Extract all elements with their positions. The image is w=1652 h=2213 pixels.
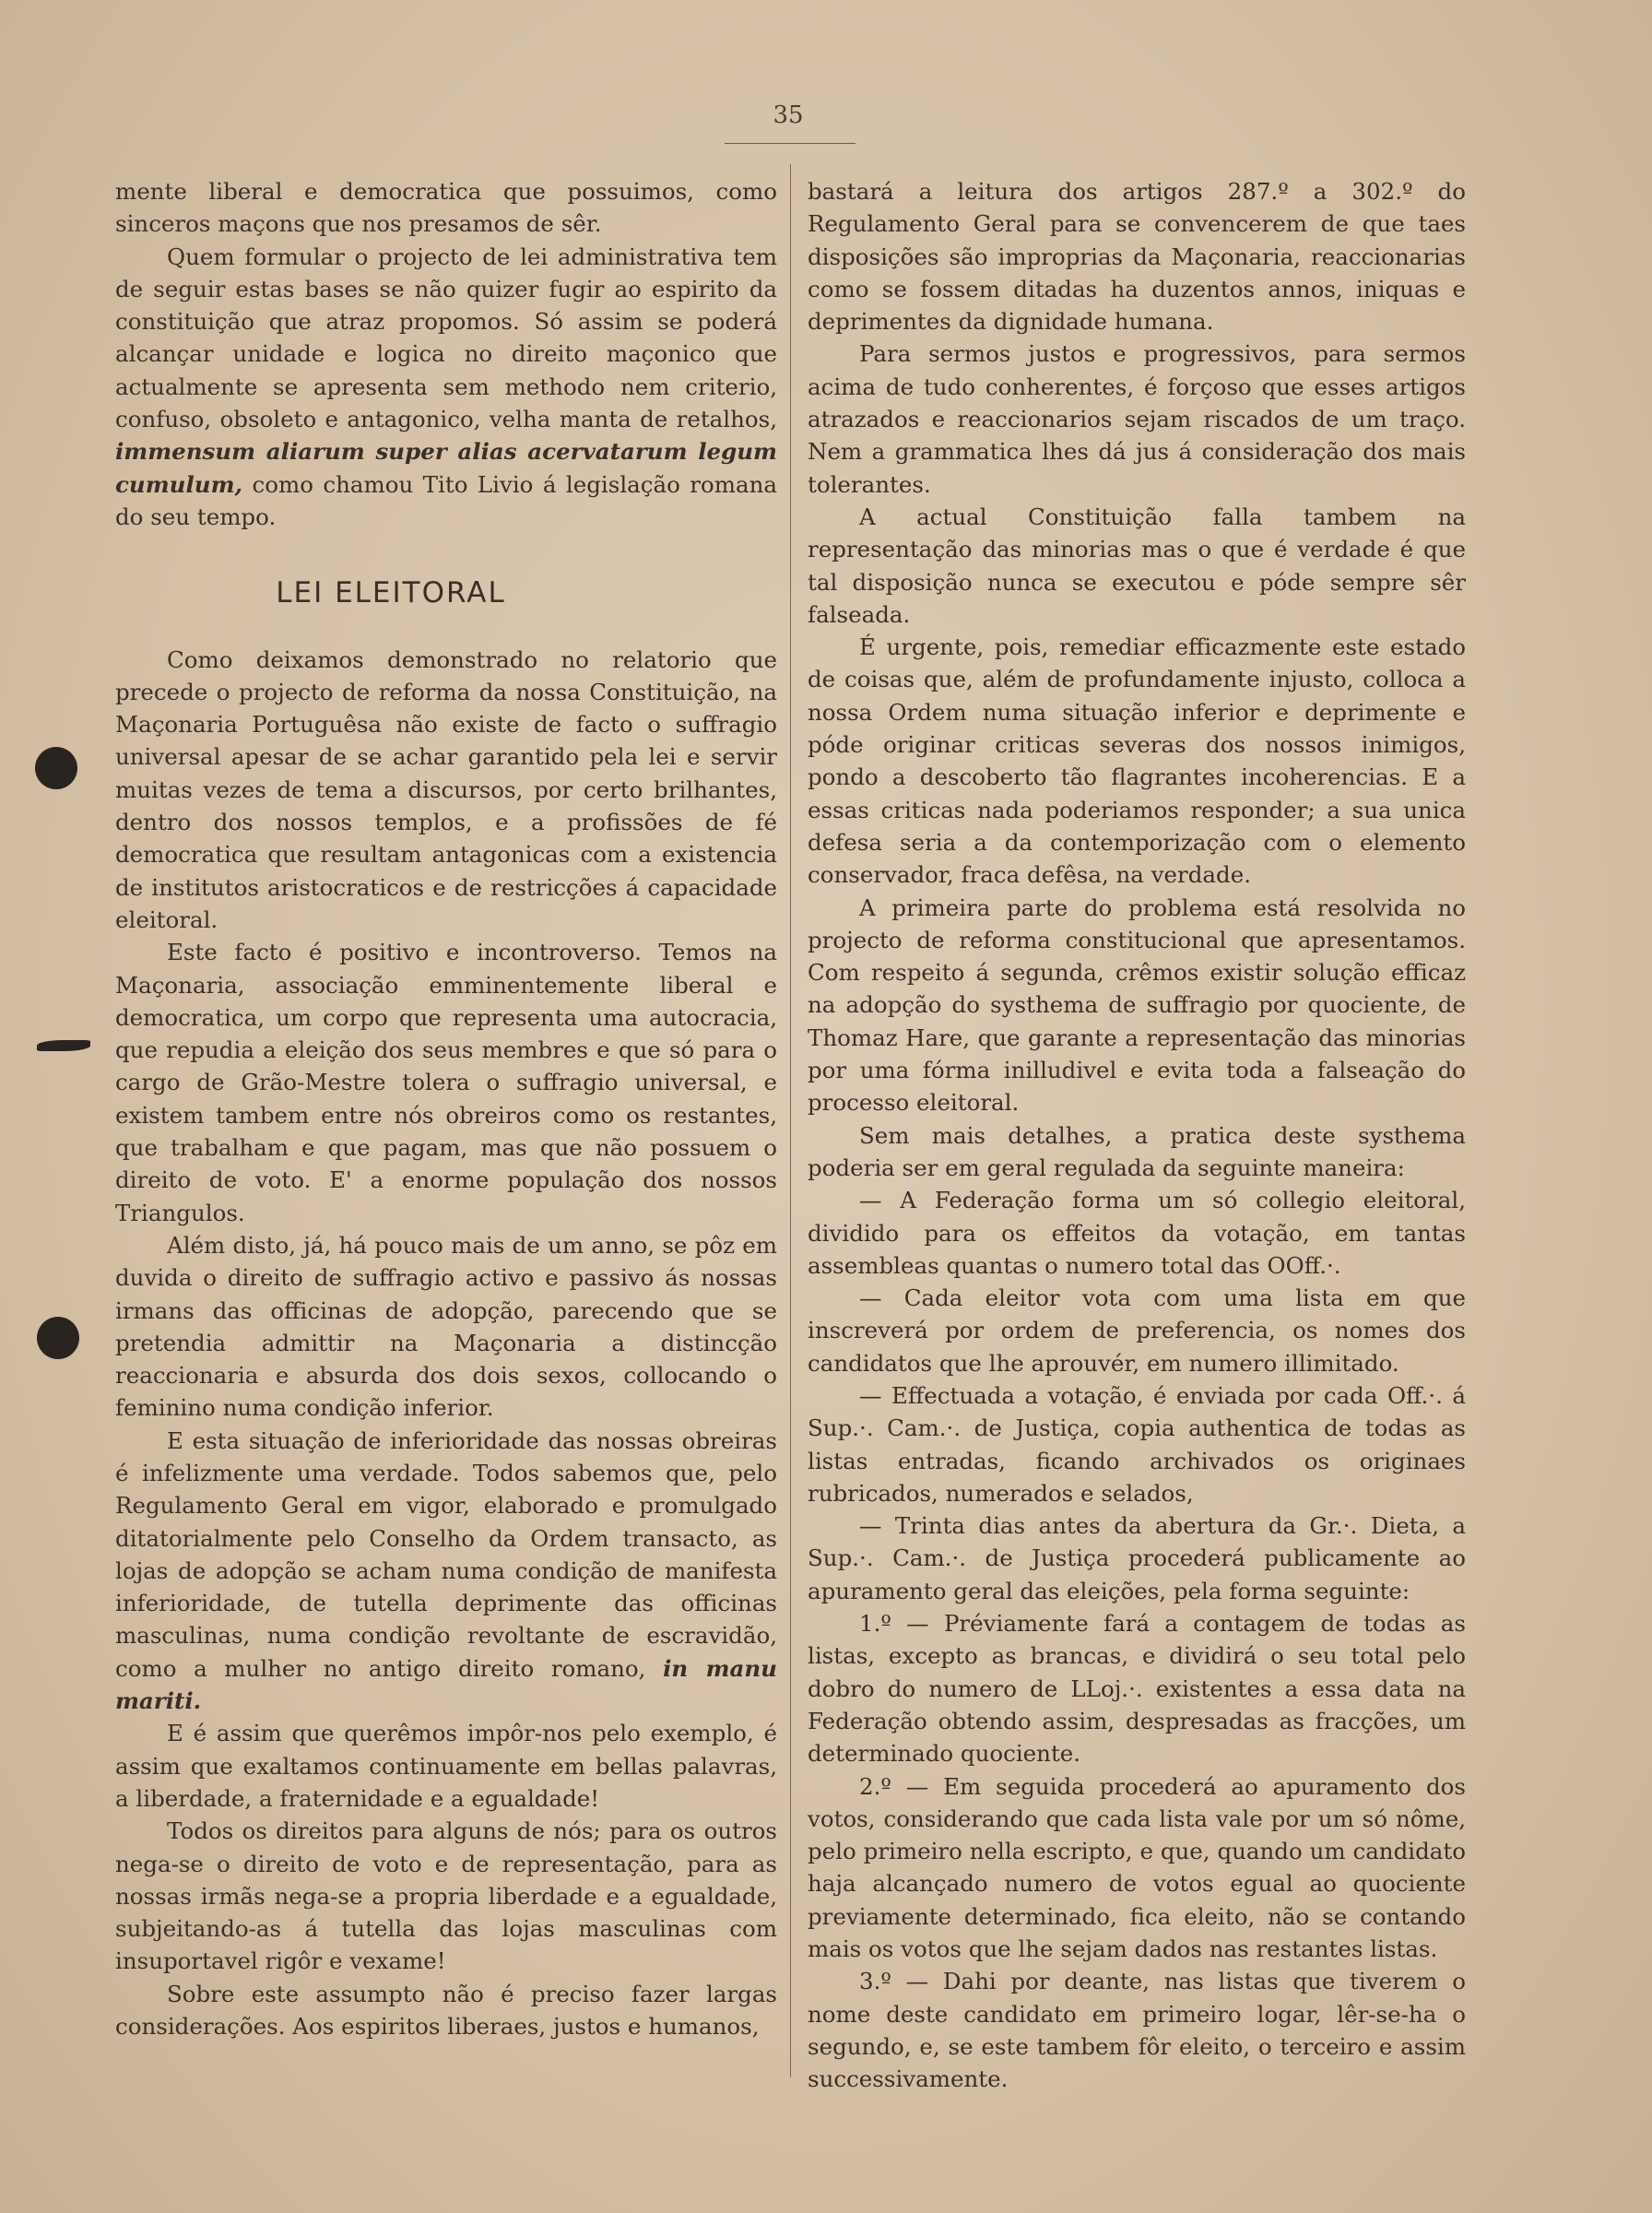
paragraph: A actual Constituição falla tambem na representação das minorias mas o que é verdade é que tal disposição nunca se executou e póde sempre sêr falseada. (808, 503, 1466, 628)
page-number: 35 (773, 101, 804, 129)
paragraph: Como deixamos demonstrado no relatorio que precede o projecto de reforma da nossa Constituição, na Maçonaria Portuguêsa não existe de facto o suffragio universal apesar de se achar garantido pela lei e servir muitas vezes de tema a discursos, por certo brilhantes, dentro dos nossos templos, e a profissões de fé democratica que resultam antagonicas com a existencia de institutos aristocraticos e de restricções á capacidade eleitoral. (115, 645, 777, 933)
list-item: — Effectuada a votação, é enviada por cada Off.·. á Sup.·. Cam.·. de Justiça, copia authentica de todas as listas entradas, ficando archivados os originaes rubricados, numerados e selados, (808, 1381, 1466, 1507)
list-item: — A Federação forma um só collegio eleitoral, dividido para os effeitos da votação, em tantas assembleas quantas o numero total das OOff.·. (808, 1187, 1466, 1279)
numbered-item: 2.º — Em seguida procederá ao apuramento dos votos, considerando que cada lista vale por um só nôme, pelo primeiro nella escripto, e que, quando um candidato haja alcançado numero de votos egual ao quociente previamente determinado, fica eleito, não se contando mais os votos que lhe sejam dados nas restantes listas. (808, 1772, 1466, 1963)
paragraph: Todos os direitos para alguns de nós; para os outros nega-se o direito de voto e de representação, para as nossas irmãs nega-se a propria liberdade e a egualdade, subjeitando-as á tutella das lojas masculinas com insuportavel rigôr e vexame! (115, 1817, 777, 1975)
right-column (808, 175, 1466, 2096)
paragraph: E esta situação de inferioridade das nossas obreiras é infelizmente uma verdade. Todos sabemos que, pelo Regulamento Geral em vigor, elaborado e promulgado ditatorialmente pelo Conselho da Ordem transacto, as lojas de adopção se acham numa condição de manifesta inferioridade, de tutella deprimente das officinas masculinas, numa condição revoltante de escravidão, como a mulher no antigo direito romano, in manu mariti. (115, 1426, 777, 1715)
paragraph: Além disto, já, há pouco mais de um anno, se pôz em duvida o direito de suffragio activo e passivo ás nossas irmans das officinas de adopção, parecendo que se pretendia admittir na Maçonaria a distincção reaccionaria e absurda dos dois sexos, collocando o feminino numa condição inferior. (115, 1231, 777, 1422)
latin-quote: immensum aliarum super alias acervatarum legum cumulum, (115, 438, 777, 498)
numbered-item: 1.º — Préviamente fará a contagem de todas as listas, excepto as brancas, e dividirá o seu total pelo dobro do numero de LLoj.·. existentes a essa data na Federação obtendo assim, despresadas as fracções, um determinado quociente. (808, 1610, 1466, 1768)
paragraph: Sobre este assumpto não é preciso fazer largas considerações. Aos espiritos liberaes, justos e humanos, (115, 1980, 777, 2041)
paper-tear (37, 1040, 90, 1051)
paragraph: E é assim que querêmos impôr-nos pelo exemplo, é assim que exaltamos continuamente em bellas palavras, a liberdade, a fraternidade e a egualdade! (115, 1720, 777, 1812)
paragraph: A primeira parte do problema está resolvida no projecto de reforma constitucional que apresentamos. Com respeito á segunda, crêmos existir solução efficaz na adopção do systhema de suffragio por quociente, de Thomaz Hare, que garante a representação das minorias por uma fórma inilludivel e evita toda a falseação do processo eleitoral. (808, 893, 1466, 1117)
punch-hole (37, 1317, 79, 1359)
paragraph: Quem formular o projecto de lei administrativa tem de seguir estas bases se não quizer fugir ao espirito da constituição que atraz propomos. Só assim se poderá alcançar unidade e logica no direito maçonico que actualmente se apresenta sem methodo nem criterio, confuso, obsoleto e antagonico, velha manta de retalhos, immensum aliarum super alias acervatarum legum cumulum, como chamou Tito Livio á legislação romana do seu tempo. (115, 243, 777, 530)
section-title: LEI ELEITORAL (276, 576, 506, 610)
paragraph: Este facto é positivo e incontroverso. Temos na Maçonaria, associação emminentemente liberal e democratica, um corpo que representa uma autocracia, que repudia a eleição dos seus membres e que só para o cargo de Grão-Mestre tolera o suffragio universal, e existem tambem entre nós obreiros como os restantes, que trabalham e que pagam, mas que não possuem o direito de voto. E' a enorme população dos nossos Triangulos. (115, 939, 777, 1226)
punch-hole (35, 747, 77, 789)
list-item: — Cada eleitor vota com uma lista em que inscreverá por ordem de preferencia, os nomes dos candidatos que lhe aprouvér, em numero illimitado. (808, 1284, 1466, 1377)
latin-quote: in manu mariti. (115, 1654, 777, 1715)
header-rule (725, 143, 856, 144)
left-column (115, 175, 777, 2042)
column-divider (790, 164, 791, 2077)
paragraph: Para sermos justos e progressivos, para sermos acima de tudo conherentes, é forçoso que esses artigos atrazados e reaccionarios sejam riscados de um traço. Nem a grammatica lhes dá jus á consideração dos mais tolerantes. (808, 340, 1466, 498)
paragraph: É urgente, pois, remediar efficazmente este estado de coisas que, além de profundamente injusto, colloca a nossa Ordem numa situação inferior e deprimente e póde originar criticas severas dos nossos inimigos, pondo a descoberto tão flagrantes incoherencias. E a essas criticas nada poderiamos responder; a sua unica defesa seria a da contemporização com o elemento conservador, fraca defêsa, na verdade. (808, 633, 1466, 889)
list-item: — Trinta dias antes da abertura da Gr.·. Dieta, a Sup.·. Cam.·. de Justiça procederá publicamente ao apuramento geral das eleições, pela forma seguinte: (808, 1512, 1466, 1604)
paragraph: mente liberal e democratica que possuimos, como sinceros maçons que nos presamos de sêr. (115, 178, 777, 238)
numbered-item: 3.º — Dahi por deante, nas listas que tiverem o nome deste candidato em primeiro logar, lêr-se-ha o segundo, e, se este tambem fôr eleito, o terceiro e assim successivamente. (808, 1968, 1466, 2093)
paragraph: bastará a leitura dos artigos 287.º a 302.º do Regulamento Geral para se convencerem de que taes disposições são improprias da Maçonaria, reaccionarias como se fossem ditadas ha duzentos annos, iniquas e deprimentes da dignidade humana. (808, 178, 1466, 336)
paragraph: Sem mais detalhes, a pratica deste systhema poderia ser em geral regulada da seguinte maneira: (808, 1121, 1466, 1181)
